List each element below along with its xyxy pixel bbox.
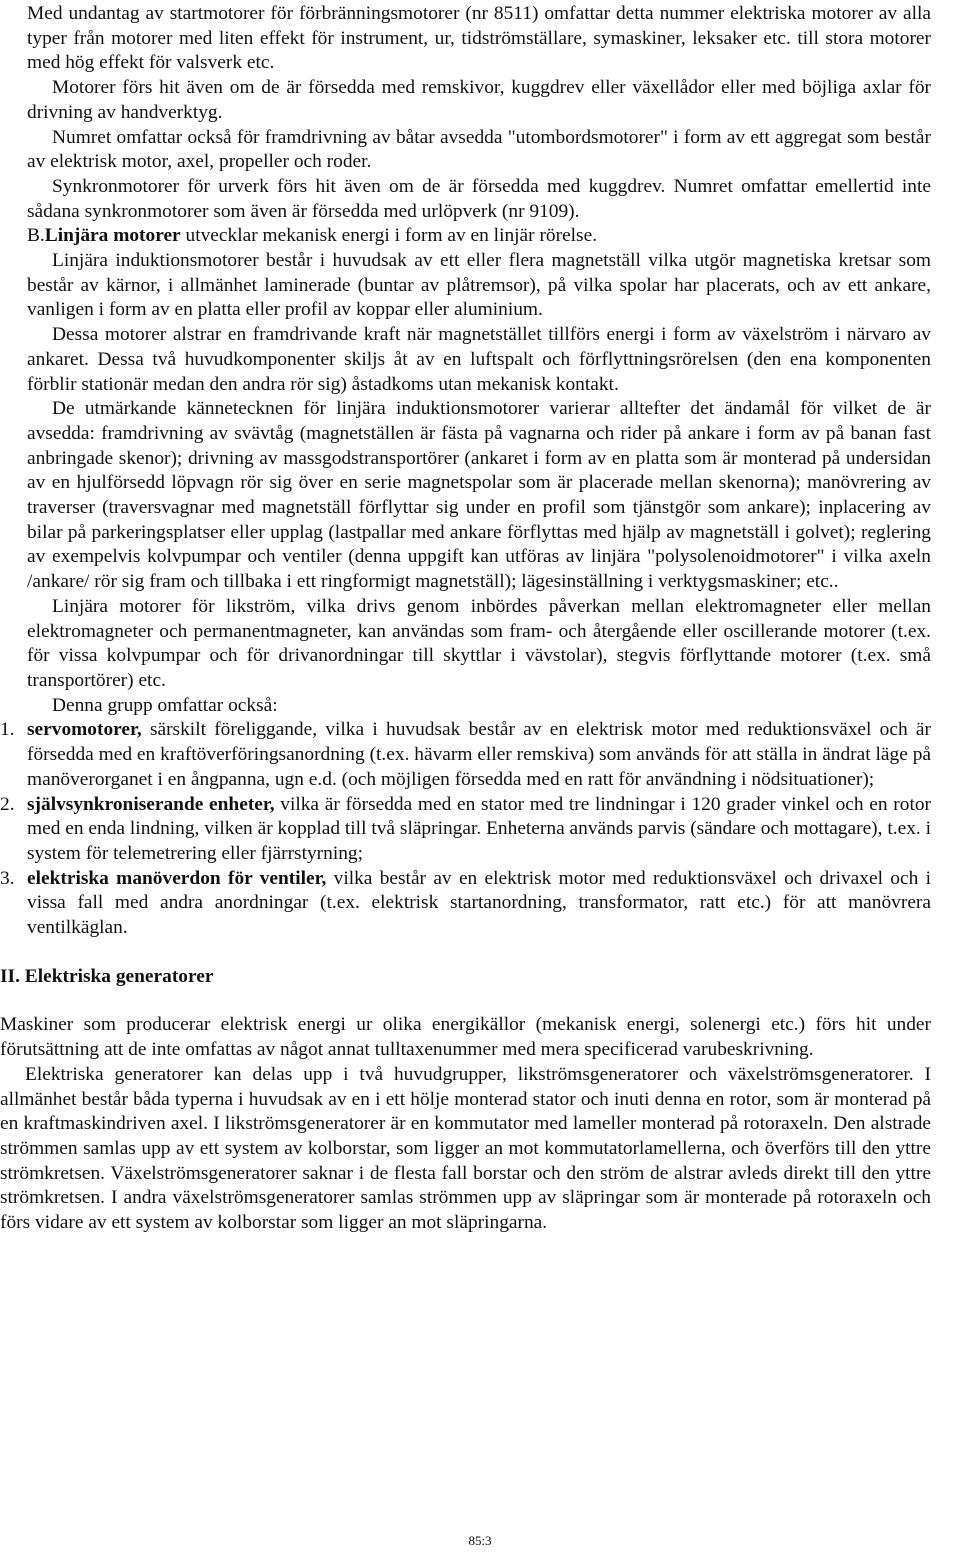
paragraph-remskivor: Motorer förs hit även om de är försedda med remskivor, kuggdrev eller växellådor eller med böjliga axlar för drivning av handverktyg. xyxy=(27,77,931,123)
section-b-title: Linjära motorer xyxy=(44,225,181,247)
list-item-number: 1. xyxy=(0,719,15,741)
section-b-description: utvecklar mekanisk energi i form av en linjär rörelse. xyxy=(180,225,598,247)
paragraph-motor-scope: Med undantag av startmotorer för förbränningsmotorer (nr 8511) omfattar detta nummer elektriska motorer av alla typer från motorer med liten effekt för instrument, ur, tidströmställare, symaskiner, leksaker etc. till stora motorer med hög effekt för valsverk etc. xyxy=(27,3,931,74)
list-item xyxy=(0,718,931,792)
list-item xyxy=(0,793,931,867)
list-item-term: elektriska manöverdon för ventiler, xyxy=(27,867,327,889)
list-item xyxy=(0,867,931,941)
paragraph-kannetecken: De utmärkande kännetecknen för linjära induktionsmotorer varierar alltefter det ändamål för vilket de är avsedda: framdrivning av svävtåg (magnetställen är fästa på vagnarna och rider på ankare i form av på banan fast anbringade skenor); drivning av massgodstransportörer (ankaret i form av en platta som är monterad på undersidan av en hjulförsedd löpvagn rör sig över en serie magnetspolar som är placerade mellan skenorna); manövrering av traverser (traversvagnar med magnetställ förflyttar sig under en profil som tjänstgör som ankare); inplacering av bilar på parkeringsplatser eller upplag (lastpallar med ankare förflyttas med hjälp av magnetställ i golvet); reglering av exempelvis kolvpumpar och ventiler (denna uppgift kan utföras av linjära "polysolenoidmotorer" i vilka axeln /ankare/ rör sig fram och tillbaka i ett ringformigt magnetställ); lägesinställning i verktygsmaskiner; etc.. xyxy=(27,398,931,593)
section-b-heading xyxy=(27,224,931,249)
page-number: 85:3 xyxy=(468,1533,492,1548)
list-item-term: servomotorer, xyxy=(27,719,142,741)
list-item-term: självsynkroniserande enheter, xyxy=(27,793,275,815)
paragraph-utombordsmotorer: Numret omfattar också för framdrivning av båtar avsedda "utombordsmotorer" i form av ett aggregat som består av elektrisk motor, axel, propeller och roder. xyxy=(27,126,931,173)
list-item-text: vilka består av en elektrisk motor med reduktionsväxel och drivaxel och i vissa fall med andra anordningar (t.ex. elektrisk startanordning, transformator, ratt etc.) för att manövrera ventilkäglan. xyxy=(27,867,931,939)
document-body xyxy=(0,2,931,1236)
paragraph-generatorer-scope: Maskiner som producerar elektrisk energi ur olika energikällor (mekanisk energi, solenergi etc.) förs hit under förutsättning att de inte omfattas av något annat tulltaxenummer med mera specificerad varubeskrivning. xyxy=(0,1014,931,1061)
paragraph-grupp-omfattar: Denna grupp omfattar också: xyxy=(52,694,278,716)
section-heading-generatorer: II. Elektriska generatorer xyxy=(0,965,214,987)
list-item-number: 2. xyxy=(0,793,15,815)
section-b-label: B. xyxy=(27,225,45,247)
paragraph-generatorer-typer: Elektriska generatorer kan delas upp i två huvudgrupper, likströmsgeneratorer och växelströmsgeneratorer. I allmänhet består båda typerna i huvudsak av en i ett hölje monterad stator och inuti denna en rotor, som är monterad på en kraftmaskindriven axel. I likströmsgeneratorer är en kommutator med lameller monterad på rotoraxeln. Den alstrade strömmen samlas upp av ett system av kolborstar, som ligger an mot kommutatorlamellerna, och överförs till den yttre strömkretsen. Växelströmsgeneratorer saknar i de flesta fall borstar och den ström de alstrar avleds direkt till den yttre strömkretsen. I andra växelströmsgeneratorer samlas strömmen upp av släpringar som är monterade på rotoraxeln och förs vidare av ett system av kolborstar som ligger an mot släpringarna. xyxy=(0,1063,931,1234)
paragraph-framdrivande-kraft: Dessa motorer alstrar en framdrivande kraft när magnetstället tillförs energi i form av växelström i närvaro av ankaret. Dessa två huvudkomponenter skiljs åt av en luftspalt och förflyttningsrörelsen (den ena komponenten förblir stationär medan den andra rör sig) åstadkoms utan mekanisk kontakt. xyxy=(27,324,931,395)
paragraph-likstrom: Linjära motorer för likström, vilka drivs genom inbördes påverkan mellan elektromagneter eller mellan elektromagneter och permanentmagneter, kan användas som fram- och återgående eller oscillerande motorer (t.ex. för vissa kolvpumpar och för drivanordningar till skyttlar i vävstolar), stegvis förflyttande motorer (t.ex. små transportörer) etc. xyxy=(27,595,931,691)
list-item-text: särskilt föreliggande, vilka i huvudsak består av en elektrisk motor med reduktionsväxel och är försedda med en kraftöverföringsanordning (t.ex. hävarm eller remskiva) som används för att ställa in ändrat läge på manöverorganet i en ångpanna, ugn e.d. (och möjligen försedda med en ratt för användning i nödsituationer); xyxy=(27,719,931,790)
numbered-list xyxy=(0,718,931,940)
list-item-number: 3. xyxy=(0,867,15,889)
paragraph-synkronmotorer: Synkronmotorer för urverk förs hit även om de är försedda med kuggdrev. Numret omfattar emellertid inte sådana synkronmotorer som även är försedda med urlöpverk (nr 9109). xyxy=(27,175,931,222)
list-item-text: vilka är försedda med en stator med tre lindningar i 120 grader vinkel och en rotor med en enda lindning, vilken är kopplad till två släpringar. Enheterna används parvis (sändare och mottagare), t.ex. i system för telemetrering eller fjärrstyrning; xyxy=(27,793,931,864)
paragraph-linjara-induktionsmotorer: Linjära induktionsmotorer består i huvudsak av ett eller flera magnetställ vilka utgör magnetiska kretsar som består av kärnor, i allmänhet laminerade (buntar av plåtremsor), på vilka spolar har placerats, och av ett ankare, vanligen i form av en platta eller profil av koppar eller aluminium. xyxy=(27,250,931,321)
